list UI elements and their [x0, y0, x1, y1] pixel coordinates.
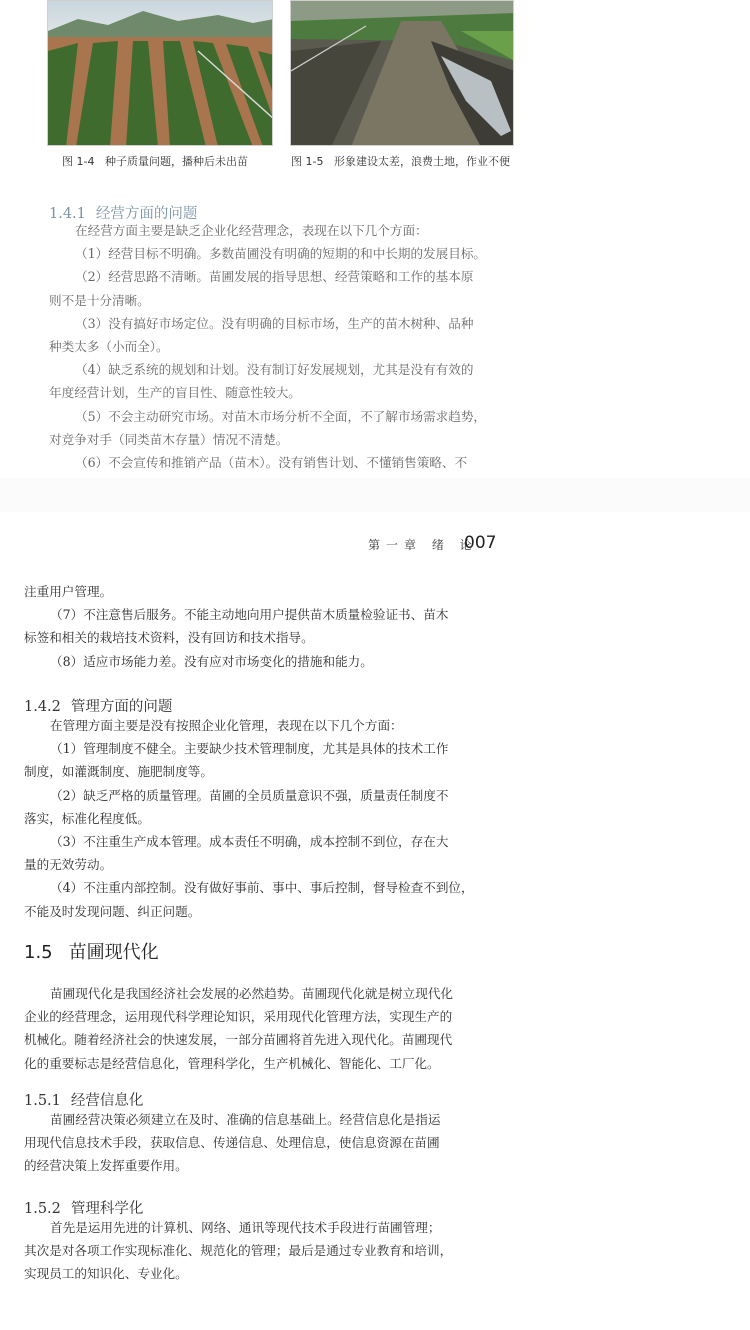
paragraph-line: 种类太多（小而全）。: [49, 339, 169, 355]
paragraph-line: 的经营决策上发挥重要作用。: [24, 1158, 188, 1174]
paragraph-line: （4）缺乏系统的规划和计划。没有制订好发展规划，尤其是没有有效的: [75, 362, 474, 378]
paragraph-line: 实现员工的知识化、专业化。: [24, 1266, 188, 1282]
paragraph-line: （5）不会主动研究市场。对苗木市场分析不全面，不了解市场需求趋势，: [75, 408, 487, 424]
paragraph-line: （1）管理制度不健全。主要缺少技术管理制度，尤其是具体的技术工作: [50, 741, 449, 757]
paragraph-line: 其次是对各项工作实现标准化、规范化的管理；最后是通过专业教育和培训，: [24, 1243, 453, 1259]
paragraph-line: 用现代信息技术手段，获取信息、传递信息、处理信息，使信息资源在苗圃: [24, 1135, 440, 1151]
section-number: 1.4.2: [24, 699, 61, 715]
muddy-road-image: [291, 1, 514, 146]
paragraph-line: 苗圃经营决策必须建立在及时、准确的信息基础上。经营信息化是指运: [50, 1112, 441, 1127]
paragraph-line: 在管理方面主要是没有按照企业化管理，表现在以下几个方面：: [50, 718, 403, 733]
paragraph-line: 则不是十分清晰。: [49, 292, 150, 308]
paragraph-line: 落实，标准化程度低。: [24, 810, 150, 826]
section-title: 经营方面的问题: [95, 206, 198, 222]
figure-caption-number: 图 1-5: [291, 155, 324, 168]
paragraph-line: （7）不注意售后服务。不能主动地向用户提供苗木质量检验证书、苗木: [50, 607, 449, 623]
section-heading-1-5-2: [24, 1197, 143, 1218]
section-title: 苗圃现代化: [68, 942, 159, 963]
section-heading-1-5-1: [24, 1089, 143, 1110]
paragraph-line: 化的重要标志是经营信息化，管理科学化，生产机械化、智能化、工厂化。: [24, 1055, 440, 1071]
paragraph-line: 不能及时发现问题、纠正问题。: [24, 903, 201, 919]
section-1-4-1-body: [49, 219, 486, 474]
paragraph-line: （6）不会宣传和推销产品（苗木）。没有销售计划、不懂销售策略、不: [75, 455, 468, 471]
paragraph-line: 对竞争对手（同类苗木存量）情况不清楚。: [49, 431, 289, 447]
figure-1-5-photo: [290, 0, 514, 146]
section-heading-1-4-2: [24, 695, 172, 716]
continued-body: [24, 580, 448, 673]
paragraph-line: 在经营方面主要是缺乏企业化经营理念，表现在以下几个方面：: [75, 223, 428, 238]
paragraph-line: 企业的经营理念，运用现代科学理论知识，采用现代化管理方法，实现生产的: [24, 1009, 453, 1025]
paragraph-line: 机械化。随着经济社会的快速发展，一部分苗圃将首先进入现代化。苗圃现代: [24, 1032, 453, 1048]
paragraph-line: 注重用户管理。: [24, 584, 113, 599]
section-number: 1.5: [24, 942, 53, 963]
section-1-4-2-body: [24, 714, 474, 923]
paragraph-line: （2）缺乏严格的质量管理。苗圃的全员质量意识不强，质量责任制度不: [50, 787, 449, 803]
paragraph-line: 年度经营计划，生产的盲目性、随意性较大。: [49, 385, 301, 401]
figure-1-5-caption: [291, 153, 510, 169]
paragraph-line: （1）经营目标不明确。多数苗圃没有明确的短期的和中长期的发展目标。: [75, 246, 487, 262]
paragraph-line: （2）经营思路不清晰。苗圃发展的指导思想、经营策略和工作的基本原: [75, 269, 474, 285]
section-1-5-body: [24, 982, 453, 1075]
page-number: 007: [464, 533, 497, 553]
figure-1-4-caption: [62, 153, 248, 169]
section-title: 管理科学化: [70, 1201, 144, 1217]
section-title: 管理方面的问题: [70, 699, 173, 715]
paragraph-line: （4）不注重内部控制。没有做好事前、事中、事后控制，督导检查不到位，: [50, 880, 474, 896]
paragraph-line: 标签和相关的栽培技术资料，没有回访和技术指导。: [24, 630, 314, 646]
paragraph-line: （3）没有搞好市场定位。没有明确的目标市场，生产的苗木树种、品种: [75, 315, 474, 331]
figure-caption-number: 图 1-4: [62, 155, 95, 168]
section-number: 1.5.2: [24, 1201, 61, 1217]
paragraph-line: 制度，如灌溉制度、施肥制度等。: [24, 764, 213, 780]
section-number: 1.4.1: [49, 206, 86, 222]
paragraph-line: （3）不注重生产成本管理。成本责任不明确，成本控制不到位，存在大: [50, 834, 449, 850]
running-header: 第一章 绪 论: [368, 538, 478, 552]
figure-1-4-photo: [47, 0, 273, 146]
paragraph-line: 首先是运用先进的计算机、网络、通讯等现代技术手段进行苗圃管理；: [50, 1220, 441, 1235]
section-1-5-2-body: [24, 1216, 452, 1286]
seedling-field-image: [48, 1, 273, 146]
paragraph-line: （8）适应市场能力差。没有应对市场变化的措施和能力。: [50, 653, 373, 669]
section-1-5-1-body: [24, 1108, 440, 1178]
figure-caption-text: 种子质量问题，播种后未出苗: [104, 155, 248, 168]
figure-caption-text: 形象建设太差，浪费土地，作业不便: [333, 155, 510, 168]
section-title: 经营信息化: [70, 1093, 144, 1109]
paragraph-line: 量的无效劳动。: [24, 857, 113, 873]
section-number: 1.5.1: [24, 1093, 61, 1109]
paragraph-line: 苗圃现代化是我国经济社会发展的必然趋势。苗圃现代化就是树立现代化: [50, 986, 453, 1001]
page-break: [0, 478, 750, 512]
section-heading-1-5: [24, 938, 159, 964]
